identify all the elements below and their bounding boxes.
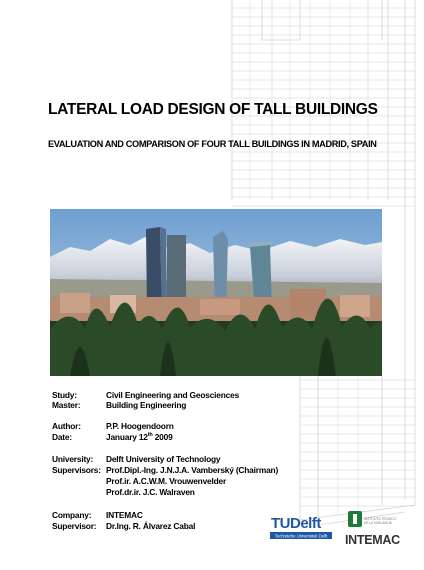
supervisors-label: Supervisors: (52, 465, 101, 475)
company-supervisor-value: Dr.Ing. R. Álvarez Cabal (106, 521, 196, 531)
company-value: INTEMAC (106, 510, 143, 520)
document-title: LATERAL LOAD DESIGN OF TALL BUILDINGS (48, 101, 378, 118)
svg-text:TUDelft: TUDelft (271, 515, 321, 532)
company-supervisor-label: Supervisor: (52, 521, 97, 531)
date-ordinal: th (147, 432, 153, 438)
date-year: 2009 (152, 432, 173, 442)
svg-text:DE LA VIGILANCIA: DE LA VIGILANCIA (364, 521, 392, 525)
svg-text:Technische Universiteit Delft: Technische Universiteit Delft (274, 533, 328, 539)
company-label: Company: (52, 510, 92, 520)
supervisor-item: Prof.Dipl.-Ing. J.N.J.A. Vamberský (Chairman) (106, 465, 279, 475)
study-value: Civil Engineering and Geosciences (106, 390, 240, 400)
university-value: Delft University of Technology (106, 454, 221, 464)
study-label: Study: (52, 390, 77, 400)
author-label: Author: (52, 421, 81, 431)
madrid-skyline-photo (50, 209, 382, 376)
author-value: P.P. Hoogendoorn (106, 421, 174, 431)
date-label: Date: (52, 432, 72, 442)
svg-text:INSTITUTO TÉCNICO: INSTITUTO TÉCNICO (364, 517, 396, 521)
supervisor-item: Prof.dr.ir. J.C. Walraven (106, 487, 195, 497)
date-value (106, 433, 173, 443)
document-subtitle: EVALUATION AND COMPARISON OF FOUR TALL BUILDINGS IN MADRID, SPAIN (48, 139, 377, 149)
university-label: University: (52, 454, 94, 464)
master-label: Master: (52, 400, 81, 410)
master-value: Building Engineering (106, 400, 187, 410)
supervisor-item: Prof.ir. A.C.W.M. Vrouwenvelder (106, 476, 227, 486)
tudelft-logo (270, 510, 332, 542)
date-prefix: January 12 (106, 432, 148, 442)
intemac-logo (344, 510, 402, 556)
svg-text:INTEMAC: INTEMAC (345, 533, 400, 547)
